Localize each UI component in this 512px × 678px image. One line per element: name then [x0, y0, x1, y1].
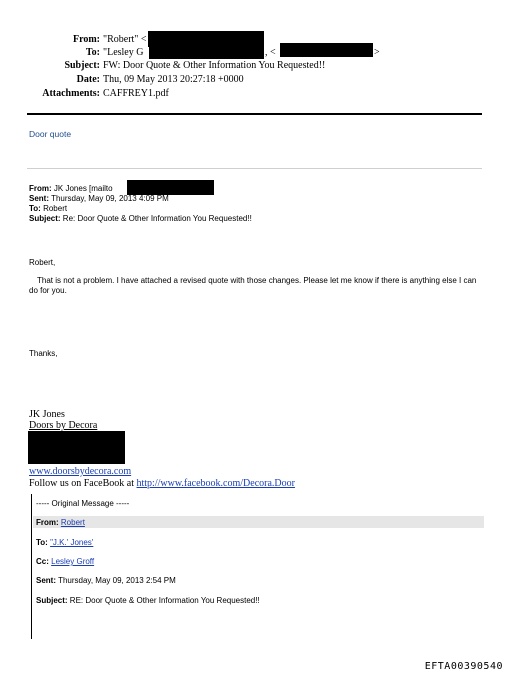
header-date-value: Thu, 09 May 2013 20:27:18 +0000 — [103, 74, 244, 85]
original-subject-row — [36, 596, 260, 606]
forward-from-value: JK Jones [mailto — [53, 184, 113, 193]
quote-bar — [31, 494, 32, 639]
forward-sent-row — [29, 194, 169, 204]
original-cc-row — [36, 557, 94, 567]
original-cc-label: Cc: — [36, 557, 49, 566]
forward-to-value: Robert — [43, 204, 68, 213]
header-attachments-value[interactable]: CAFFREY1.pdf — [103, 88, 169, 99]
original-to-row — [36, 538, 93, 548]
forward-subject-value: Re: Door Quote & Other Information You Requested!! — [62, 214, 252, 223]
section-divider — [27, 168, 482, 169]
header-attachments-label: Attachments: — [42, 88, 100, 99]
original-sent-row — [36, 576, 176, 586]
header-to-label: To: — [85, 47, 100, 58]
signature-website-link[interactable]: www.doorsbydecora.com — [29, 466, 132, 477]
forward-from-row — [29, 184, 113, 194]
forward-to-row — [29, 204, 67, 214]
signature-facebook-row — [29, 478, 295, 489]
forward-to-label: To: — [29, 204, 41, 213]
original-subject-label: Subject: — [36, 596, 68, 605]
original-from-band — [33, 516, 484, 528]
forward-from-label: From: — [29, 184, 52, 193]
original-sent-label: Sent: — [36, 576, 56, 585]
signature-company: Doors by Decora — [29, 420, 98, 431]
original-from-row — [36, 518, 85, 528]
body-greeting: Robert, — [29, 258, 56, 267]
door-quote-label: Door quote — [29, 129, 72, 139]
header-divider — [27, 113, 482, 115]
forward-sent-label: Sent: — [29, 194, 49, 203]
original-subject-value: RE: Door Quote & Other Information You Requested!! — [69, 596, 260, 605]
header-to-value: "Lesley G — [103, 47, 144, 58]
original-from-label: From: — [36, 518, 59, 527]
original-to-label: To: — [36, 538, 48, 547]
body-closing: Thanks, — [29, 349, 58, 358]
header-from-value: "Robert" < — [103, 34, 147, 45]
header-subject-label: Subject: — [64, 60, 100, 71]
redaction-box — [127, 180, 214, 195]
signature-name: JK Jones — [29, 409, 65, 420]
original-from-link[interactable]: Robert — [60, 518, 85, 527]
header-date-label: Date: — [76, 74, 100, 85]
header-subject-value: FW: Door Quote & Other Information You Requested!! — [103, 60, 326, 71]
forward-subject-row — [29, 214, 252, 224]
original-sent-value: Thursday, May 09, 2013 2:54 PM — [58, 576, 176, 585]
header-to-end: > — [374, 47, 380, 58]
original-cc-link[interactable]: Lesley Groff — [51, 557, 95, 566]
redaction-box — [280, 43, 373, 57]
original-divider: ----- Original Message ----- — [36, 499, 130, 508]
redaction-box — [28, 431, 125, 464]
original-to-link[interactable]: "J.K.' Jones' — [50, 538, 94, 547]
forward-subject-label: Subject: — [29, 214, 61, 223]
signature-facebook-prefix: Follow us on FaceBook at — [29, 478, 137, 489]
document-id: EFTA00390540 — [424, 661, 503, 672]
signature-facebook-link[interactable]: http://www.facebook.com/Decora.Door — [136, 478, 295, 489]
header-from-label: From: — [72, 34, 100, 45]
forward-sent-value: Thursday, May 09, 2013 4:09 PM — [51, 194, 169, 203]
body-paragraph: That is not a problem. I have attached a revised quote with those changes. Please let me know if there is anything else I can do for you. — [29, 276, 477, 295]
redaction-box — [149, 43, 264, 59]
header-to-mid: , < — [265, 47, 276, 58]
